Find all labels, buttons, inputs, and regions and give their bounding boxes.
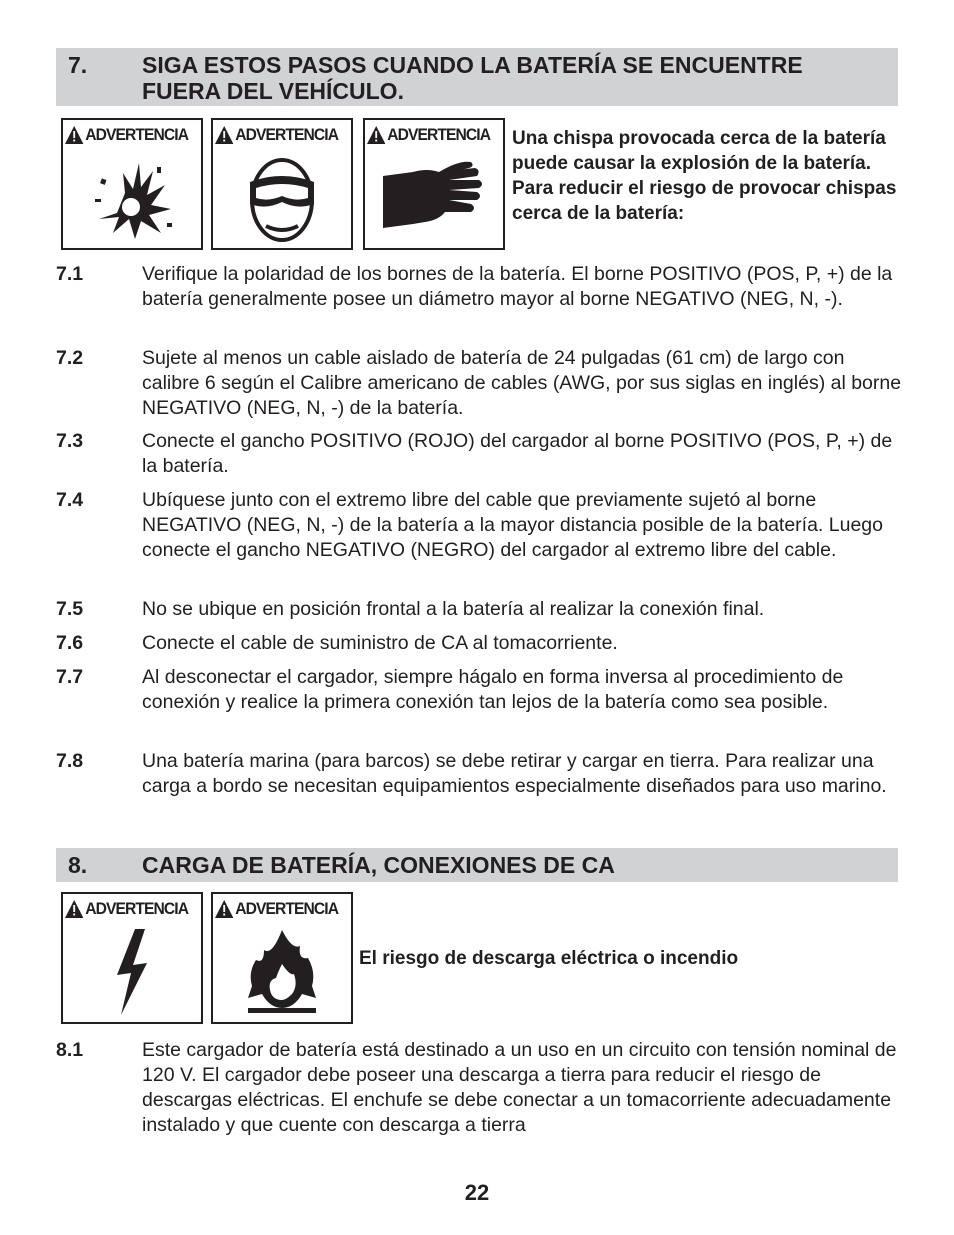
item-text: Conecte el gancho POSITIVO (ROJO) del cargador al borne POSITIVO (POS, P, +) de la batería.	[142, 430, 893, 477]
item-number: 7.3	[56, 430, 84, 452]
warning-box-fire	[211, 892, 353, 1024]
warning-label: ADVERTENCIA	[235, 899, 339, 918]
warning-triangle-icon	[65, 126, 83, 144]
warning-label: ADVERTENCIA	[85, 899, 189, 918]
warning-label: ADVERTENCIA	[235, 125, 339, 144]
page-number: 22	[464, 1180, 490, 1205]
warning-label: ADVERTENCIA	[387, 125, 491, 144]
warning-box-electric	[61, 892, 203, 1024]
section-number: 7.	[68, 52, 88, 78]
item-number: 7.1	[56, 263, 84, 285]
fire-icon	[213, 922, 351, 1022]
item-number: 7.8	[56, 750, 84, 772]
warning-triangle-icon	[65, 900, 83, 918]
item-text: Ubíquese junto con el extremo libre del cable que previamente sujetó al borne NEGATIVO (NEG, N, -) de la batería a la mayor distancia posible de la batería. Luego conecte el gancho NEGATIVO (NEGRO) del cargador al extremo libre del cable.	[142, 489, 883, 561]
item-number: 7.7	[56, 666, 84, 688]
warning-note: Una chispa provocada cerca de la batería puede causar la explosión de la batería. Para reducir el riesgo de provocar chispas cerca de la batería:	[512, 128, 897, 224]
item-text: Verifique la polaridad de los bornes de la batería. El borne POSITIVO (POS, P, +) de la batería generalmente posee un diámetro mayor al borne NEGATIVO (NEG, N, -).	[142, 263, 893, 310]
item-text: Conecte el cable de suministro de CA al tomacorriente.	[142, 632, 618, 654]
item-text: Al desconectar el cargador, siempre hágalo en forma inversa al procedimiento de conexión y realice la primera conexión tan lejos de la batería como sea posible.	[142, 666, 844, 713]
item-number: 7.2	[56, 347, 84, 369]
item-number: 8.1	[56, 1039, 84, 1061]
section-title: CARGA DE BATERÍA, CONEXIONES DE CA	[142, 852, 615, 878]
item-number: 7.6	[56, 632, 84, 654]
electric-shock-icon	[63, 922, 201, 1022]
glove-icon	[365, 148, 503, 248]
item-text: Este cargador de batería está destinado a un uso en un circuito con tensión nominal de 120 V. El cargador debe poseer una descarga a tierra para reducir el riesgo de descargas eléctricas. El enchufe se debe conectar a un tomacorriente adecuadamente instalado y que cuente con descarga a tierra	[142, 1039, 897, 1136]
section-title: SIGA ESTOS PASOS CUANDO LA BATERÍA SE ENCUENTRE FUERA DEL VEHÍCULO.	[142, 52, 803, 104]
item-number: 7.4	[56, 489, 84, 511]
warning-triangle-icon	[215, 900, 233, 918]
warning-label: ADVERTENCIA	[85, 125, 189, 144]
warning-box-goggles	[211, 118, 353, 250]
explosion-icon	[63, 148, 201, 248]
section-8-header	[56, 848, 898, 882]
warning-triangle-icon	[367, 126, 385, 144]
item-text: No se ubique en posición frontal a la batería al realizar la conexión final.	[142, 598, 765, 620]
warning-note: El riesgo de descarga eléctrica o incendio	[359, 948, 739, 969]
item-text: Sujete al menos un cable aislado de batería de 24 pulgadas (61 cm) de largo con calibre 6 según el Calibre americano de cables (AWG, por sus siglas en inglés) al borne NEGATIVO (NEG, N, -) de la batería.	[142, 347, 902, 419]
section-7-header	[56, 48, 898, 106]
warning-triangle-icon	[215, 126, 233, 144]
warning-box-glove	[363, 118, 505, 250]
safety-goggles-icon	[213, 148, 351, 248]
warning-box-explosion	[61, 118, 203, 250]
item-number: 7.5	[56, 598, 84, 620]
section-number: 8.	[68, 852, 88, 878]
item-text: Una batería marina (para barcos) se debe retirar y cargar en tierra. Para realizar una carga a bordo se necesitan equipamientos especialmente diseñados para uso marino.	[142, 750, 887, 797]
